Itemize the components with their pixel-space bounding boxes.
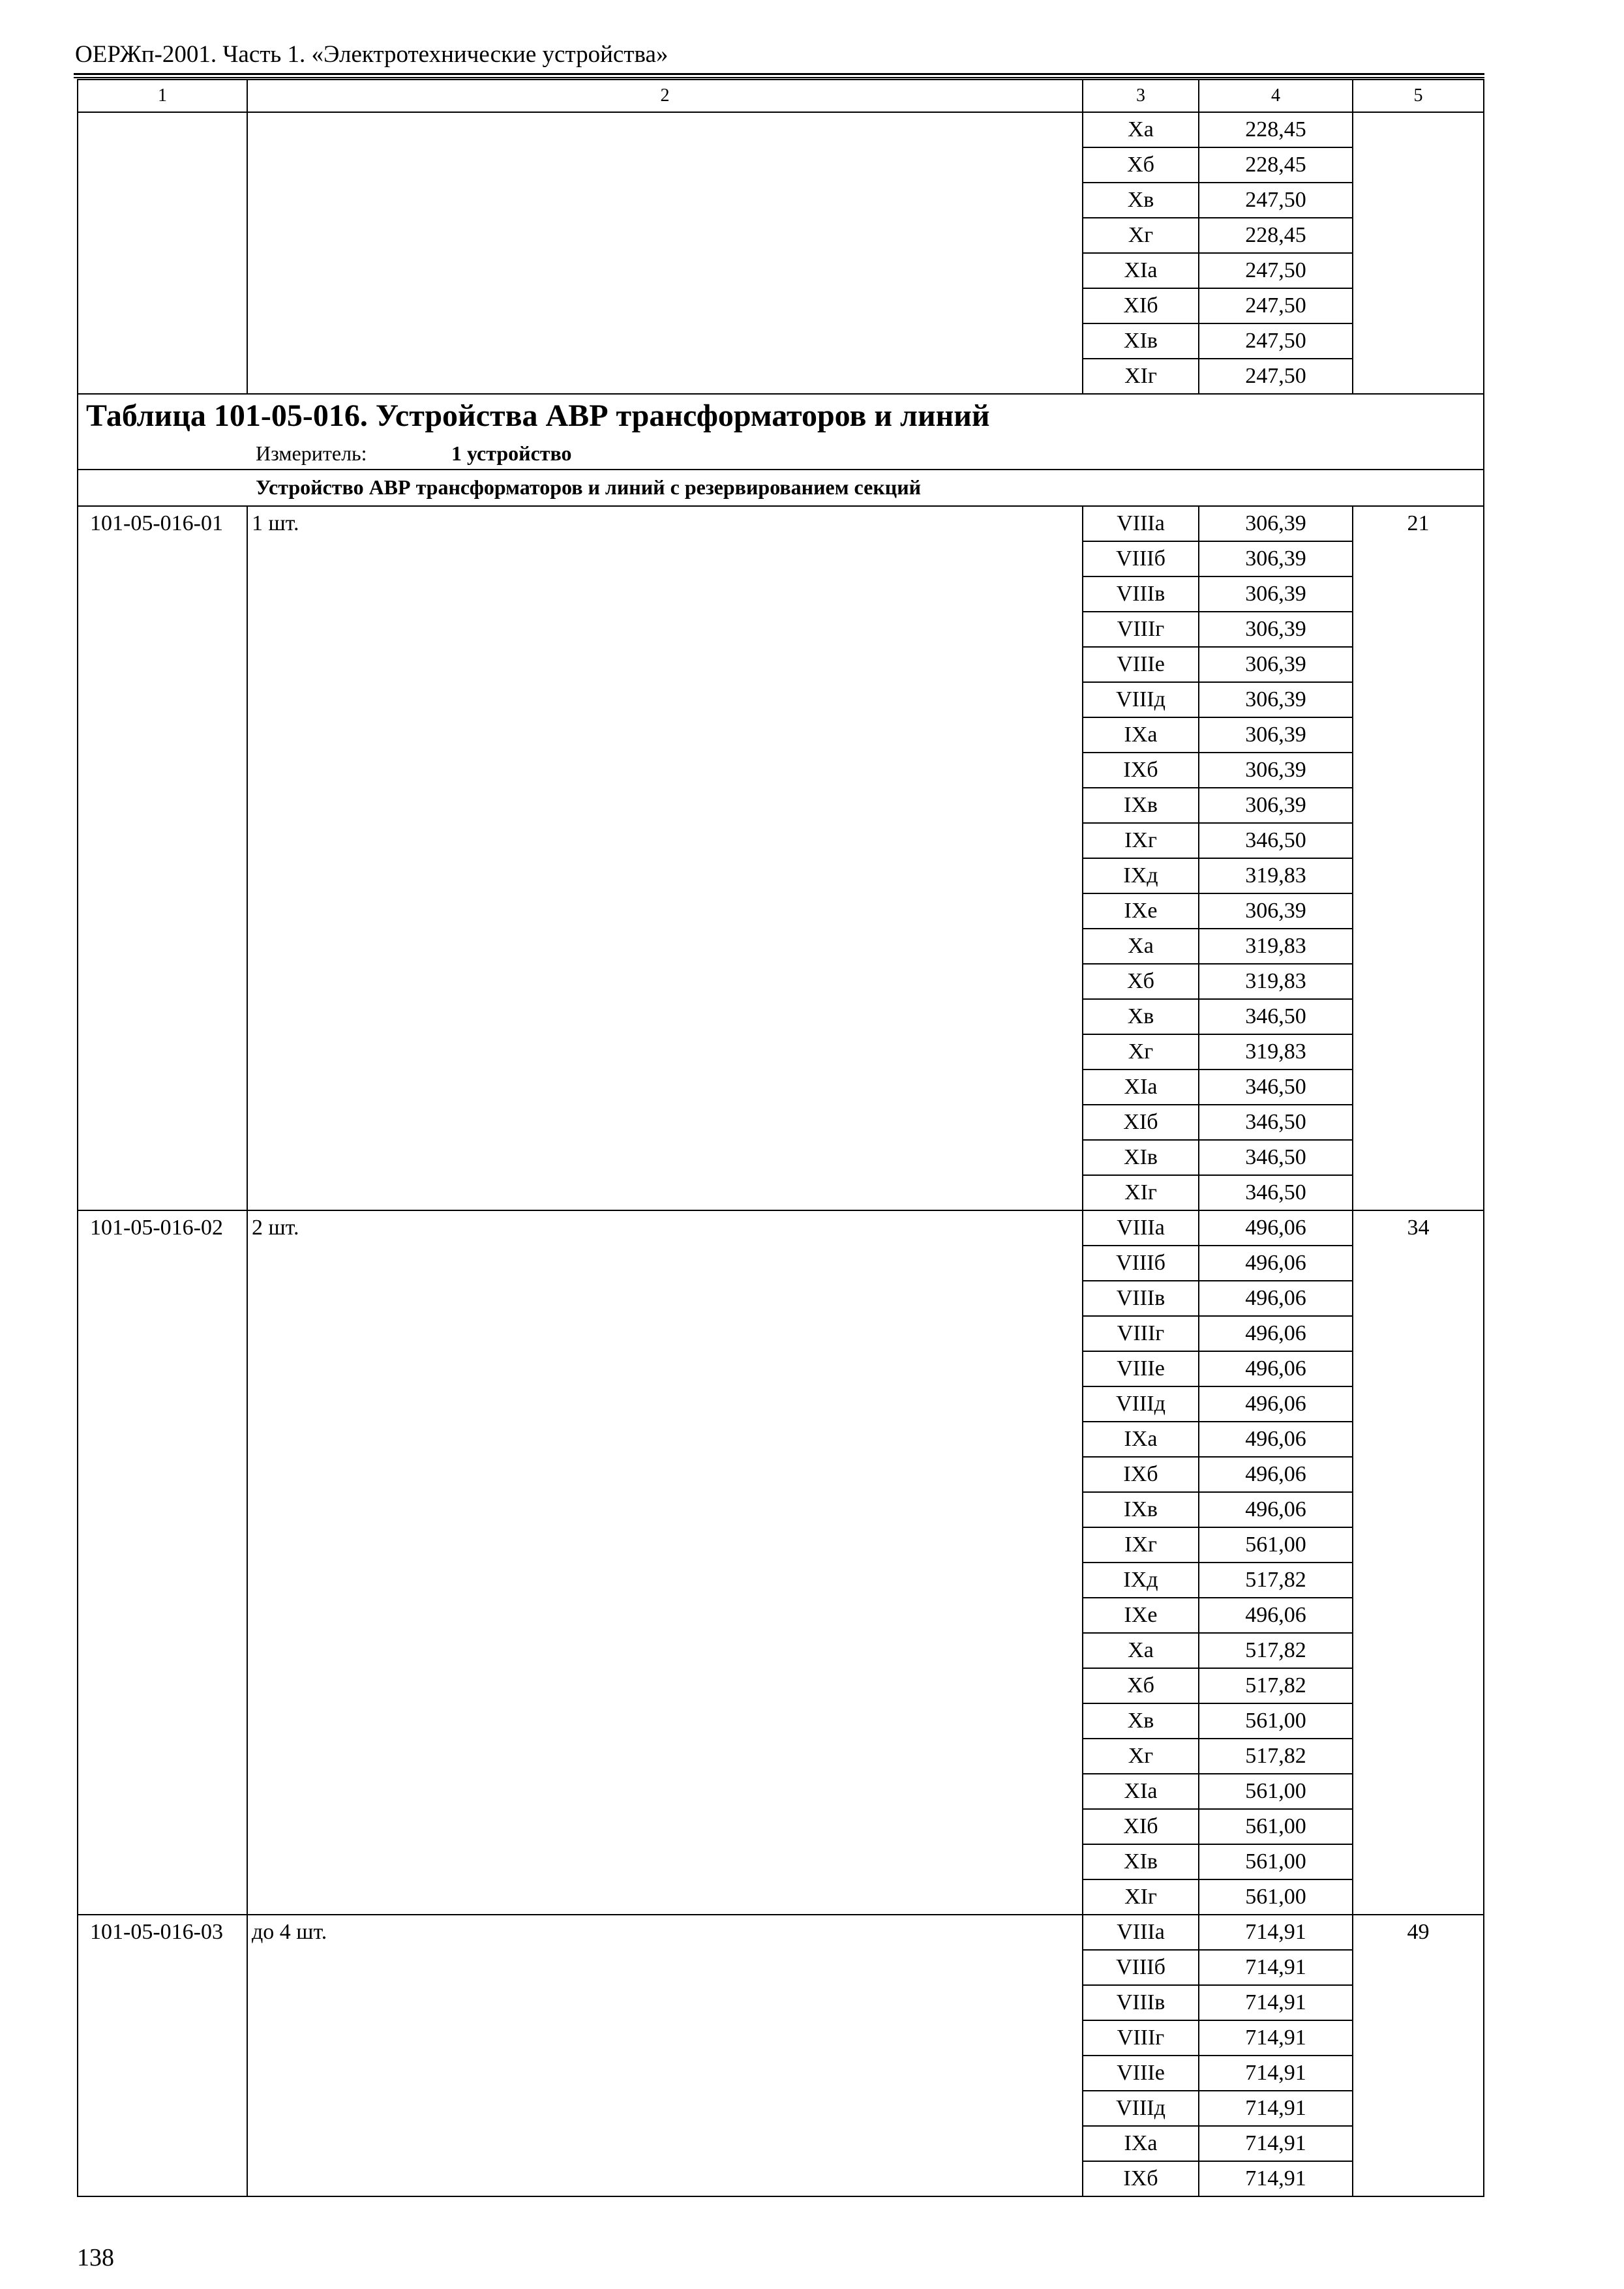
- price-cell: 319,83: [1199, 929, 1353, 964]
- zone-cell: VIIIб: [1083, 541, 1199, 576]
- price-cell: 517,82: [1199, 1739, 1353, 1774]
- header-rule: [74, 73, 1484, 75]
- zone-cell: Xб: [1083, 147, 1199, 183]
- price-cell: 346,50: [1199, 999, 1353, 1034]
- zone-cell: VIIIв: [1083, 1985, 1199, 2020]
- zone-cell: XIа: [1083, 253, 1199, 288]
- price-cell: 496,06: [1199, 1246, 1353, 1281]
- zone-cell: VIIIг: [1083, 1316, 1199, 1351]
- header-rule-thin: [74, 77, 1484, 78]
- price-cell: 561,00: [1199, 1879, 1353, 1915]
- price-cell: 247,50: [1199, 359, 1353, 394]
- price-cell: 247,50: [1199, 253, 1353, 288]
- zone-cell: IXв: [1083, 1492, 1199, 1527]
- price-cell: 714,91: [1199, 2056, 1353, 2091]
- zone-cell: VIIIг: [1083, 612, 1199, 647]
- column-number-row: [78, 80, 1484, 112]
- price-cell: 306,39: [1199, 647, 1353, 682]
- price-cell: 306,39: [1199, 541, 1353, 576]
- price-cell: 496,06: [1199, 1386, 1353, 1422]
- column-number: 1: [78, 80, 247, 112]
- zone-cell: Xг: [1083, 218, 1199, 253]
- price-cell: 306,39: [1199, 506, 1353, 541]
- zone-cell: IXб: [1083, 753, 1199, 788]
- zone-cell: Xг: [1083, 1739, 1199, 1774]
- price-table: [77, 79, 1484, 2197]
- price-cell: 561,00: [1199, 1527, 1353, 1563]
- zone-cell: IXа: [1083, 2126, 1199, 2161]
- zone-cell: IXб: [1083, 1457, 1199, 1492]
- price-cell: 247,50: [1199, 323, 1353, 359]
- subsection-row: [78, 470, 1484, 506]
- table-title-row: [78, 394, 1484, 438]
- zone-cell: Xг: [1083, 1034, 1199, 1070]
- price-cell: 561,00: [1199, 1774, 1353, 1809]
- item-col5: 21: [1353, 506, 1484, 1210]
- zone-cell: Xб: [1083, 964, 1199, 999]
- zone-cell: IXв: [1083, 788, 1199, 823]
- price-row: [78, 1915, 1484, 1950]
- column-number: 5: [1353, 80, 1484, 112]
- zone-cell: VIIIа: [1083, 506, 1199, 541]
- price-cell: 228,45: [1199, 112, 1353, 147]
- zone-cell: IXг: [1083, 1527, 1199, 1563]
- zone-cell: Xа: [1083, 929, 1199, 964]
- price-cell: 561,00: [1199, 1844, 1353, 1879]
- price-cell: 517,82: [1199, 1563, 1353, 1598]
- zone-cell: VIIIе: [1083, 1351, 1199, 1386]
- zone-cell: Xв: [1083, 999, 1199, 1034]
- zone-cell: IXд: [1083, 858, 1199, 893]
- price-cell: 306,39: [1199, 717, 1353, 753]
- price-cell: 496,06: [1199, 1598, 1353, 1633]
- zone-cell: XIг: [1083, 359, 1199, 394]
- zone-cell: XIб: [1083, 1105, 1199, 1140]
- price-cell: 319,83: [1199, 964, 1353, 999]
- price-cell: 306,39: [1199, 788, 1353, 823]
- zone-cell: Xб: [1083, 1668, 1199, 1703]
- code-cell-empty: [78, 112, 247, 394]
- price-cell: 714,91: [1199, 2126, 1353, 2161]
- measure-cell: [78, 438, 1484, 470]
- zone-cell: VIIIд: [1083, 1386, 1199, 1422]
- zone-cell: XIв: [1083, 1844, 1199, 1879]
- zone-cell: XIб: [1083, 288, 1199, 323]
- price-table-body: [78, 80, 1484, 2196]
- table-title: Таблица 101-05-016. Устройства АВР трансформаторов и линий: [78, 394, 1484, 438]
- price-cell: 228,45: [1199, 218, 1353, 253]
- zone-cell: XIв: [1083, 323, 1199, 359]
- name-cell-empty: [247, 112, 1083, 394]
- zone-cell: VIIIв: [1083, 576, 1199, 612]
- price-cell: 517,82: [1199, 1633, 1353, 1668]
- zone-cell: Xв: [1083, 1703, 1199, 1739]
- zone-cell: IXд: [1083, 1563, 1199, 1598]
- price-cell: 319,83: [1199, 858, 1353, 893]
- zone-cell: VIIIа: [1083, 1915, 1199, 1950]
- price-cell: 561,00: [1199, 1703, 1353, 1739]
- column-number: 3: [1083, 80, 1199, 112]
- zone-cell: IXа: [1083, 1422, 1199, 1457]
- measure-label: Измеритель:: [256, 441, 367, 465]
- zone-cell: IXе: [1083, 893, 1199, 929]
- zone-cell: Xа: [1083, 112, 1199, 147]
- zone-cell: IXа: [1083, 717, 1199, 753]
- price-cell: 346,50: [1199, 823, 1353, 858]
- price-cell: 306,39: [1199, 682, 1353, 717]
- price-cell: 346,50: [1199, 1140, 1353, 1175]
- zone-cell: VIIIг: [1083, 2020, 1199, 2056]
- zone-cell: XIв: [1083, 1140, 1199, 1175]
- page-number: 138: [77, 2244, 114, 2271]
- price-cell: 714,91: [1199, 2161, 1353, 2196]
- zone-cell: VIIIе: [1083, 647, 1199, 682]
- price-cell: 247,50: [1199, 288, 1353, 323]
- zone-cell: XIг: [1083, 1175, 1199, 1210]
- price-cell: 346,50: [1199, 1070, 1353, 1105]
- price-cell: 346,50: [1199, 1105, 1353, 1140]
- zone-cell: IXе: [1083, 1598, 1199, 1633]
- price-cell: 714,91: [1199, 1915, 1353, 1950]
- price-cell: 496,06: [1199, 1316, 1353, 1351]
- zone-cell: VIIIд: [1083, 682, 1199, 717]
- zone-cell: XIа: [1083, 1070, 1199, 1105]
- price-cell: 496,06: [1199, 1351, 1353, 1386]
- item-code: 101-05-016-03: [78, 1915, 247, 2196]
- measure-row: [78, 438, 1484, 470]
- running-header: ОЕРЖп-2001. Часть 1. «Электротехнические устройства»: [75, 41, 669, 68]
- price-cell: 714,91: [1199, 1985, 1353, 2020]
- zone-cell: IXб: [1083, 2161, 1199, 2196]
- zone-cell: Xв: [1083, 183, 1199, 218]
- price-cell: 714,91: [1199, 2020, 1353, 2056]
- price-cell: 306,39: [1199, 612, 1353, 647]
- item-code: 101-05-016-01: [78, 506, 247, 1210]
- price-cell: 496,06: [1199, 1281, 1353, 1316]
- item-code: 101-05-016-02: [78, 1210, 247, 1915]
- price-cell: 714,91: [1199, 1950, 1353, 1985]
- price-cell: 714,91: [1199, 2091, 1353, 2126]
- price-cell: 306,39: [1199, 576, 1353, 612]
- column-number: 2: [247, 80, 1083, 112]
- item-name: 2 шт.: [247, 1210, 1083, 1915]
- price-cell: 306,39: [1199, 893, 1353, 929]
- zone-cell: XIа: [1083, 1774, 1199, 1809]
- zone-cell: VIIIб: [1083, 1950, 1199, 1985]
- item-name: 1 шт.: [247, 506, 1083, 1210]
- column-number: 4: [1199, 80, 1353, 112]
- measure-value: 1 устройство: [451, 441, 572, 465]
- col5-cell-empty: [1353, 112, 1484, 394]
- price-cell: 517,82: [1199, 1668, 1353, 1703]
- zone-cell: VIIIа: [1083, 1210, 1199, 1246]
- price-row: [78, 1210, 1484, 1246]
- continuation-row: [78, 112, 1484, 147]
- zone-cell: Xа: [1083, 1633, 1199, 1668]
- item-name: до 4 шт.: [247, 1915, 1083, 2196]
- price-cell: 346,50: [1199, 1175, 1353, 1210]
- subsection-title: Устройство АВР трансформаторов и линий с резервированием секций: [78, 470, 1484, 506]
- price-cell: 496,06: [1199, 1210, 1353, 1246]
- price-row: [78, 506, 1484, 541]
- zone-cell: VIIIе: [1083, 2056, 1199, 2091]
- zone-cell: IXг: [1083, 823, 1199, 858]
- price-cell: 306,39: [1199, 753, 1353, 788]
- price-cell: 496,06: [1199, 1457, 1353, 1492]
- price-cell: 561,00: [1199, 1809, 1353, 1844]
- zone-cell: VIIIб: [1083, 1246, 1199, 1281]
- price-cell: 247,50: [1199, 183, 1353, 218]
- price-cell: 496,06: [1199, 1422, 1353, 1457]
- price-cell: 319,83: [1199, 1034, 1353, 1070]
- price-cell: 228,45: [1199, 147, 1353, 183]
- item-col5: 49: [1353, 1915, 1484, 2196]
- zone-cell: VIIIд: [1083, 2091, 1199, 2126]
- price-cell: 496,06: [1199, 1492, 1353, 1527]
- zone-cell: VIIIв: [1083, 1281, 1199, 1316]
- zone-cell: XIг: [1083, 1879, 1199, 1915]
- zone-cell: XIб: [1083, 1809, 1199, 1844]
- item-col5: 34: [1353, 1210, 1484, 1915]
